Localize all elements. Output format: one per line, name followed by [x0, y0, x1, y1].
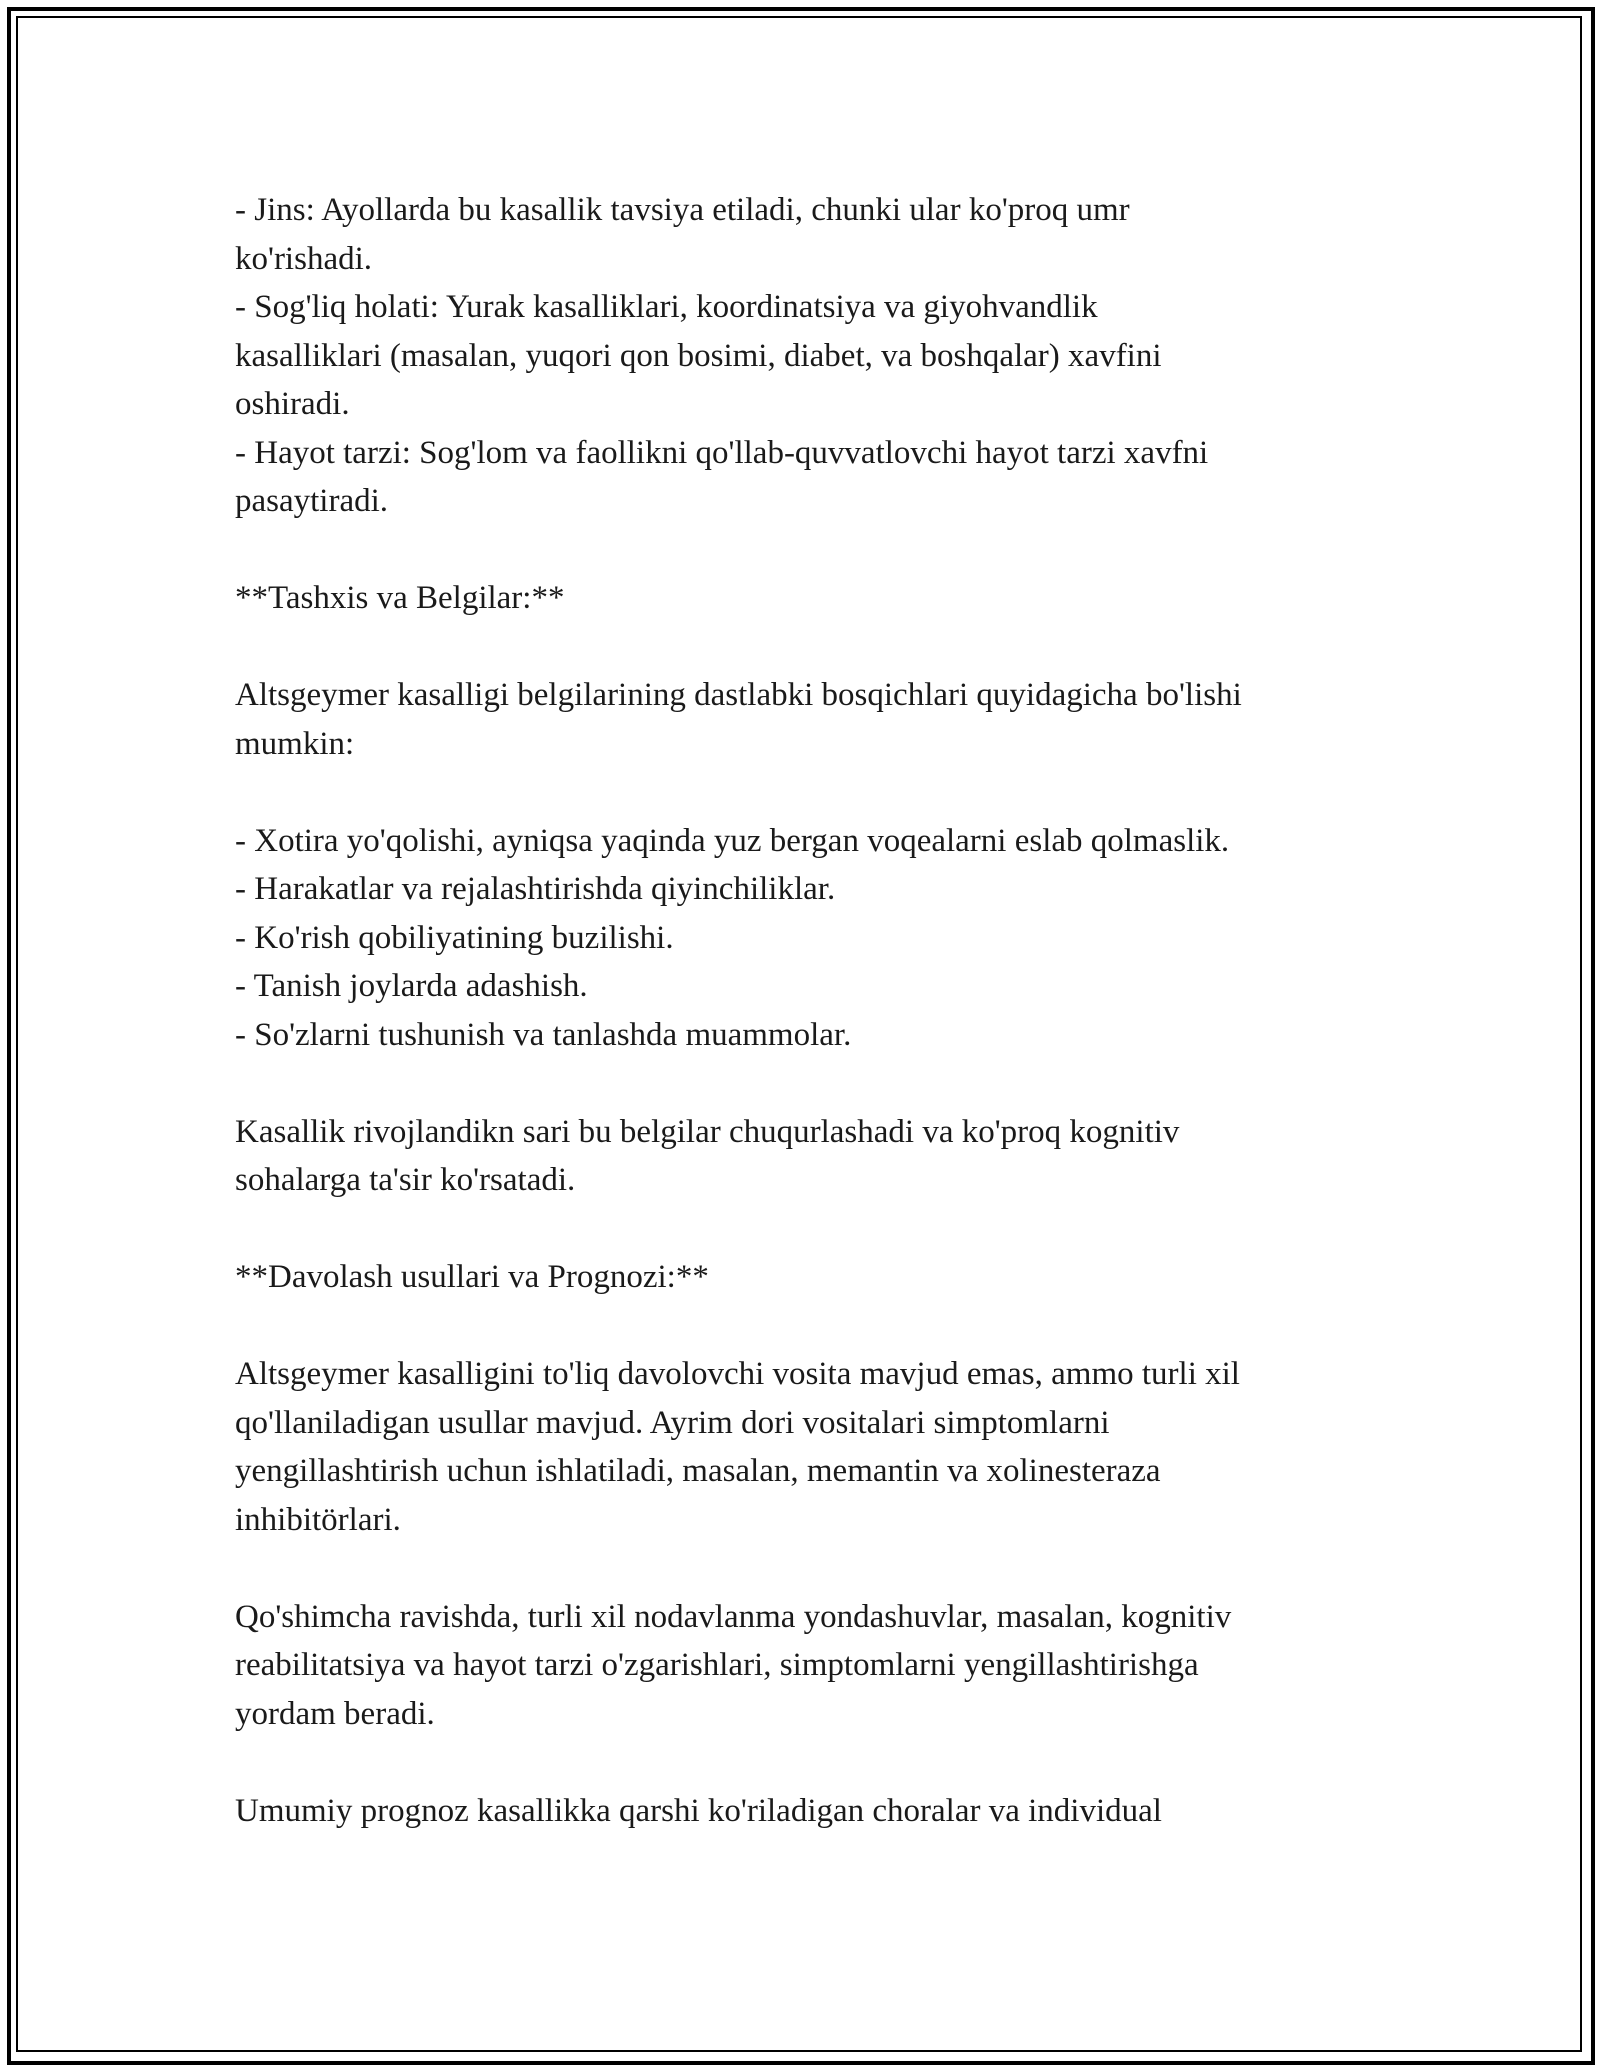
list-item: - So'zlarni tushunish va tanlashda muammolar.: [235, 1016, 852, 1053]
document-body: [235, 186, 1375, 1835]
text-line: - Sog'liq holati: Yurak kasalliklari, koordinatsiya va giyohvandlik: [235, 289, 1098, 325]
section-heading: **Davolash usullari va Prognozi:**: [235, 1259, 709, 1295]
list-item: - Tanish joylarda adashish.: [235, 968, 588, 1004]
text-line: - Hayot tarzi: Sog'lom va faollikni qo'llab-quvvatlovchi hayot tarzi xavfni: [235, 434, 1209, 471]
blank-line: [235, 768, 1375, 817]
blank-line: [235, 1544, 1375, 1593]
blank-line: [235, 526, 1375, 575]
blank-line: [235, 1205, 1375, 1254]
text-line: yengillashtirish uchun ishlatiladi, masalan, memantin va xolinesteraza: [235, 1453, 1161, 1489]
list-item: - Xotira yo'qolishi, ayniqsa yaqinda yuz bergan voqealarni eslab qolmaslik.: [235, 822, 1230, 859]
text-line: reabilitatsiya va hayot tarzi o'zgarishlari, simptomlarni yengillashtirishga: [235, 1647, 1199, 1683]
text-line: oshiradi.: [235, 386, 350, 422]
text-line: Altsgeymer kasalligi belgilarining dastlabki bosqichlari quyidagicha bo'lishi: [235, 677, 1242, 713]
blank-line: [235, 1738, 1375, 1787]
text-line: sohalarga ta'sir ko'rsatadi.: [235, 1162, 576, 1198]
blank-line: [235, 623, 1375, 672]
text-line: Qo'shimcha ravishda, turli xil nodavlanma yondashuvlar, masalan, kognitiv: [235, 1598, 1232, 1635]
blank-line: [235, 1302, 1375, 1351]
text-line: Kasallik rivojlandikn sari bu belgilar chuqurlashadi va ko'proq kognitiv: [235, 1113, 1180, 1150]
list-item: - Harakatlar va rejalashtirishda qiyinchiliklar.: [235, 871, 836, 907]
text-line: yordam beradi.: [235, 1695, 435, 1732]
text-line: inhibitörlari.: [235, 1501, 401, 1538]
text-line: pasaytiradi.: [235, 483, 389, 519]
text-line: Altsgeymer kasalligini to'liq davolovchi vosita mavjud emas, ammo turli xil: [235, 1356, 1240, 1392]
text-line: Umumiy prognoz kasallikka qarshi ko'riladigan choralar va individual: [235, 1792, 1162, 1829]
list-item: - Ko'rish qobiliyatining buzilishi.: [235, 919, 674, 956]
text-line: ko'rishadi.: [235, 240, 373, 277]
text-line: kasalliklari (masalan, yuqori qon bosimi, diabet, va boshqalar) xavfini: [235, 337, 1162, 374]
blank-line: [235, 1059, 1375, 1108]
text-line: - Jins: Ayollarda bu kasallik tavsiya etiladi, chunki ular ko'proq umr: [235, 192, 1130, 228]
section-heading: **Tashxis va Belgilar:**: [235, 580, 565, 616]
text-line: mumkin:: [235, 725, 355, 762]
text-line: qo'llaniladigan usullar mavjud. Ayrim dori vositalari simptomlarni: [235, 1404, 1110, 1441]
